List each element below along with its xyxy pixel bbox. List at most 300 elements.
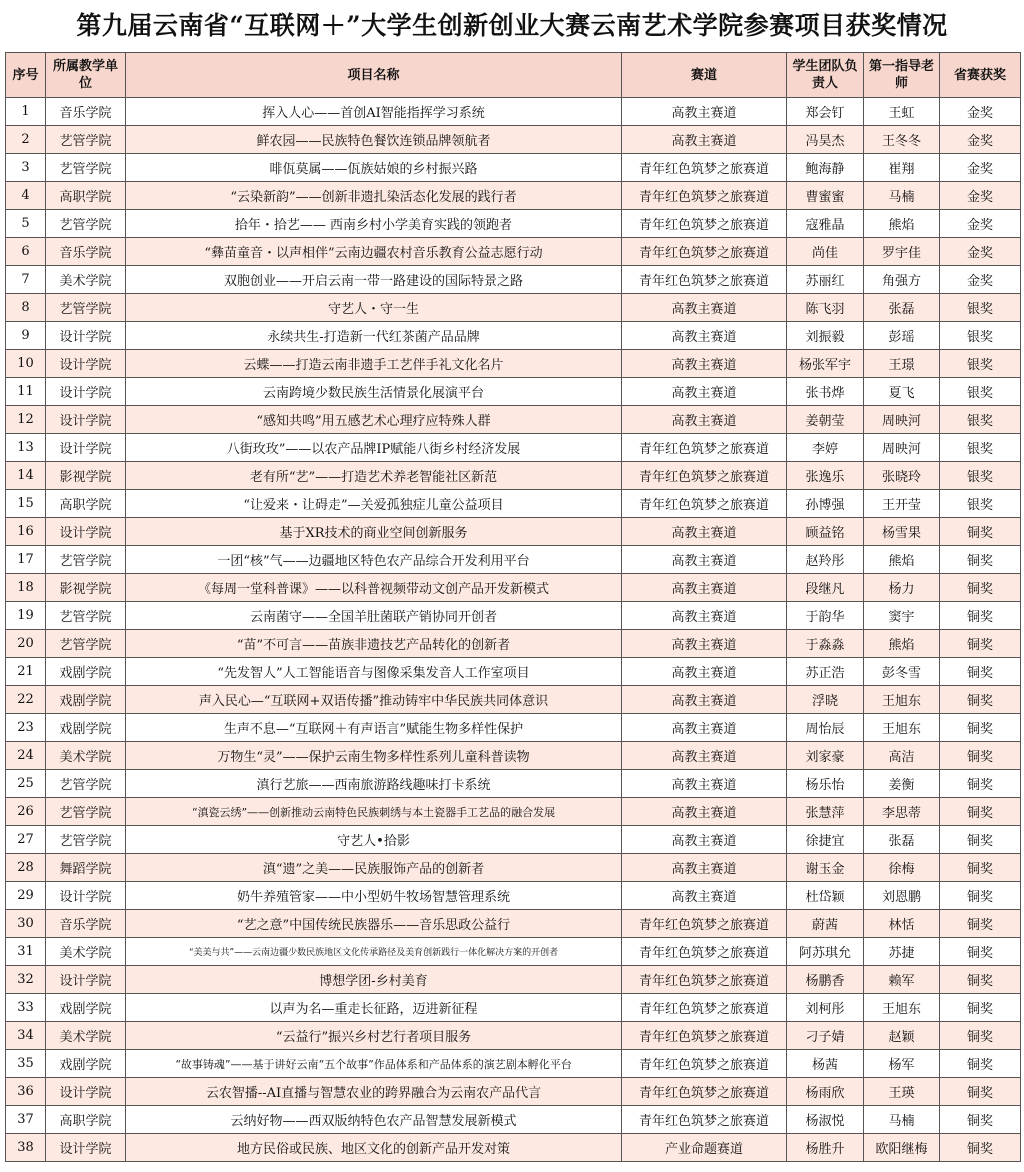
cell-advisor: 杨力: [864, 574, 940, 602]
cell-unit: 设计学院: [46, 882, 126, 910]
cell-track: 高教主赛道: [622, 406, 787, 434]
table-row: [6, 770, 1021, 798]
cell-unit: 艺管学院: [46, 798, 126, 826]
cell-team-leader: 陈飞羽: [787, 294, 864, 322]
cell-award: 铜奖: [940, 742, 1021, 770]
table-row: [6, 882, 1021, 910]
cell-index: 7: [6, 266, 46, 294]
cell-index: 10: [6, 350, 46, 378]
cell-project-name: 万物生“灵”——保护云南生物多样性系列儿童科普读物: [126, 742, 622, 770]
cell-award: 铜奖: [940, 1134, 1021, 1162]
cell-index: 20: [6, 630, 46, 658]
cell-unit: 高职学院: [46, 182, 126, 210]
cell-index: 15: [6, 490, 46, 518]
cell-index: 37: [6, 1106, 46, 1134]
cell-project-name: “让爱来・让碍走”—关爱孤独症儿童公益项目: [126, 490, 622, 518]
cell-advisor: 窦宇: [864, 602, 940, 630]
cell-award: 铜奖: [940, 1106, 1021, 1134]
cell-advisor: 苏捷: [864, 938, 940, 966]
cell-award: 铜奖: [940, 826, 1021, 854]
cell-award: 金奖: [940, 98, 1021, 126]
table-row: [6, 98, 1021, 126]
cell-award: 银奖: [940, 294, 1021, 322]
cell-track: 青年红色筑梦之旅赛道: [622, 434, 787, 462]
cell-track: 高教主赛道: [622, 602, 787, 630]
cell-team-leader: 杨鹏香: [787, 966, 864, 994]
cell-project-name: 云蝶——打造云南非遗手工艺伴手礼文化名片: [126, 350, 622, 378]
cell-award: 铜奖: [940, 910, 1021, 938]
cell-advisor: 姜衡: [864, 770, 940, 798]
cell-team-leader: 杨雨欣: [787, 1078, 864, 1106]
cell-team-leader: 刘柯彤: [787, 994, 864, 1022]
cell-award: 铜奖: [940, 798, 1021, 826]
cell-award: 铜奖: [940, 882, 1021, 910]
cell-unit: 设计学院: [46, 434, 126, 462]
table-row: [6, 798, 1021, 826]
table-row: [6, 434, 1021, 462]
table-row: [6, 266, 1021, 294]
cell-project-name: 以声为名—重走长征路，迈进新征程: [126, 994, 622, 1022]
header-team-leader: 学生团队负责人: [787, 53, 864, 98]
cell-unit: 艺管学院: [46, 826, 126, 854]
cell-advisor: 张磊: [864, 826, 940, 854]
cell-team-leader: 浮晓: [787, 686, 864, 714]
cell-index: 19: [6, 602, 46, 630]
cell-project-name: 博想学团-乡村美育: [126, 966, 622, 994]
cell-index: 9: [6, 322, 46, 350]
cell-unit: 戏剧学院: [46, 658, 126, 686]
header-project-name: 项目名称: [126, 53, 622, 98]
cell-team-leader: 姜朝莹: [787, 406, 864, 434]
cell-track: 高教主赛道: [622, 658, 787, 686]
cell-project-name: “艺之意”中国传统民族器乐——音乐思政公益行: [126, 910, 622, 938]
cell-index: 2: [6, 126, 46, 154]
cell-unit: 设计学院: [46, 1078, 126, 1106]
cell-advisor: 杨军: [864, 1050, 940, 1078]
cell-index: 4: [6, 182, 46, 210]
table-row: [6, 966, 1021, 994]
cell-project-name: “美美与共”——云南边疆少数民族地区文化传承路径及美育创新践行一体化解决方案的开创者: [126, 938, 622, 966]
header-index: 序号: [6, 53, 46, 98]
cell-index: 5: [6, 210, 46, 238]
table-row: [6, 350, 1021, 378]
cell-index: 27: [6, 826, 46, 854]
table-row: [6, 378, 1021, 406]
cell-unit: 艺管学院: [46, 210, 126, 238]
cell-index: 29: [6, 882, 46, 910]
cell-team-leader: 周怡辰: [787, 714, 864, 742]
cell-team-leader: 杨张军宇: [787, 350, 864, 378]
cell-advisor: 夏飞: [864, 378, 940, 406]
cell-project-name: 声入民心—“互联网+双语传播”推动铸牢中华民族共同体意识: [126, 686, 622, 714]
cell-track: 高教主赛道: [622, 126, 787, 154]
cell-unit: 戏剧学院: [46, 1050, 126, 1078]
cell-unit: 影视学院: [46, 462, 126, 490]
cell-team-leader: 赵羚彤: [787, 546, 864, 574]
cell-track: 青年红色筑梦之旅赛道: [622, 1050, 787, 1078]
cell-award: 铜奖: [940, 1078, 1021, 1106]
table-row: [6, 854, 1021, 882]
cell-index: 35: [6, 1050, 46, 1078]
cell-unit: 艺管学院: [46, 546, 126, 574]
cell-track: 青年红色筑梦之旅赛道: [622, 966, 787, 994]
cell-index: 3: [6, 154, 46, 182]
cell-unit: 艺管学院: [46, 602, 126, 630]
cell-unit: 音乐学院: [46, 238, 126, 266]
cell-project-name: “苗”不可言——苗族非遗技艺产品转化的创新者: [126, 630, 622, 658]
cell-team-leader: 阿苏琪允: [787, 938, 864, 966]
cell-unit: 音乐学院: [46, 910, 126, 938]
cell-advisor: 王旭东: [864, 994, 940, 1022]
cell-index: 32: [6, 966, 46, 994]
cell-project-name: 基于XR技术的商业空间创新服务: [126, 518, 622, 546]
cell-team-leader: 李婷: [787, 434, 864, 462]
table-row: [6, 602, 1021, 630]
header-track: 赛道: [622, 53, 787, 98]
cell-award: 铜奖: [940, 938, 1021, 966]
cell-award: 金奖: [940, 210, 1021, 238]
table-row: [6, 1106, 1021, 1134]
cell-index: 14: [6, 462, 46, 490]
cell-advisor: 角强方: [864, 266, 940, 294]
cell-advisor: 熊焰: [864, 210, 940, 238]
cell-team-leader: 鲍海静: [787, 154, 864, 182]
table-row: [6, 1134, 1021, 1162]
cell-unit: 舞蹈学院: [46, 854, 126, 882]
table-row: [6, 630, 1021, 658]
cell-team-leader: 张书烨: [787, 378, 864, 406]
cell-project-name: 云南跨境少数民族生活情景化展演平台: [126, 378, 622, 406]
cell-advisor: 彭冬雪: [864, 658, 940, 686]
cell-advisor: 高洁: [864, 742, 940, 770]
cell-advisor: 李思蒂: [864, 798, 940, 826]
cell-advisor: 王旭东: [864, 714, 940, 742]
cell-track: 高教主赛道: [622, 798, 787, 826]
table-row: [6, 546, 1021, 574]
cell-team-leader: 寇雅晶: [787, 210, 864, 238]
cell-unit: 美术学院: [46, 742, 126, 770]
cell-advisor: 欧阳继梅: [864, 1134, 940, 1162]
cell-unit: 艺管学院: [46, 630, 126, 658]
cell-unit: 美术学院: [46, 1022, 126, 1050]
cell-unit: 戏剧学院: [46, 994, 126, 1022]
table-row: [6, 126, 1021, 154]
cell-project-name: 老有所“艺”——打造艺术养老智能社区新范: [126, 462, 622, 490]
cell-advisor: 王冬冬: [864, 126, 940, 154]
cell-project-name: “感知共鸣”用五感艺术心理疗应特殊人群: [126, 406, 622, 434]
cell-award: 铜奖: [940, 854, 1021, 882]
cell-team-leader: 杨胜升: [787, 1134, 864, 1162]
cell-track: 青年红色筑梦之旅赛道: [622, 1022, 787, 1050]
cell-track: 高教主赛道: [622, 98, 787, 126]
cell-project-name: 生声不息—“互联网＋有声语言”赋能生物多样性保护: [126, 714, 622, 742]
cell-project-name: 挥入人心——首创AI智能指挥学习系统: [126, 98, 622, 126]
cell-project-name: 云南菌守——全国羊肚菌联产销协同开创者: [126, 602, 622, 630]
cell-advisor: 赵颖: [864, 1022, 940, 1050]
cell-team-leader: 段继凡: [787, 574, 864, 602]
cell-team-leader: 徐捷宜: [787, 826, 864, 854]
cell-track: 高教主赛道: [622, 826, 787, 854]
table-row: [6, 462, 1021, 490]
cell-award: 铜奖: [940, 574, 1021, 602]
cell-team-leader: 杜岱颖: [787, 882, 864, 910]
cell-unit: 艺管学院: [46, 126, 126, 154]
cell-advisor: 张磊: [864, 294, 940, 322]
award-table: [5, 52, 1021, 1162]
cell-track: 高教主赛道: [622, 686, 787, 714]
cell-team-leader: 郑会钉: [787, 98, 864, 126]
cell-advisor: 熊焰: [864, 630, 940, 658]
cell-award: 银奖: [940, 490, 1021, 518]
table-row: [6, 658, 1021, 686]
cell-award: 银奖: [940, 462, 1021, 490]
cell-team-leader: 尚佳: [787, 238, 864, 266]
cell-index: 17: [6, 546, 46, 574]
cell-index: 6: [6, 238, 46, 266]
cell-project-name: “故事铸魂”——基于讲好云南“五个故事”作品体系和产品体系的演艺剧本孵化平台: [126, 1050, 622, 1078]
cell-project-name: 《每周一堂科普课》——以科普视频带动文创产品开发新模式: [126, 574, 622, 602]
cell-project-name: 奶牛养殖管家——中小型奶牛牧场智慧管理系统: [126, 882, 622, 910]
cell-award: 铜奖: [940, 770, 1021, 798]
cell-index: 25: [6, 770, 46, 798]
cell-track: 青年红色筑梦之旅赛道: [622, 490, 787, 518]
cell-unit: 音乐学院: [46, 98, 126, 126]
cell-track: 青年红色筑梦之旅赛道: [622, 182, 787, 210]
cell-project-name: “云益行”振兴乡村艺行者项目服务: [126, 1022, 622, 1050]
cell-advisor: 赖军: [864, 966, 940, 994]
cell-team-leader: 于韵华: [787, 602, 864, 630]
cell-index: 12: [6, 406, 46, 434]
cell-project-name: “滇瓷云绣”——创新推动云南特色民族刺绣与本土瓷器手工艺品的融合发展: [126, 798, 622, 826]
cell-project-name: 地方民俗或民族、地区文化的创新产品开发对策: [126, 1134, 622, 1162]
header-advisor: 第一指导老师: [864, 53, 940, 98]
table-header-row: [6, 53, 1021, 98]
cell-index: 26: [6, 798, 46, 826]
cell-unit: 设计学院: [46, 350, 126, 378]
table-row: [6, 1022, 1021, 1050]
cell-index: 38: [6, 1134, 46, 1162]
cell-project-name: 八街玫玫”——以农产品牌IP赋能八街乡村经济发展: [126, 434, 622, 462]
cell-unit: 高职学院: [46, 1106, 126, 1134]
table-row: [6, 1050, 1021, 1078]
cell-unit: 美术学院: [46, 266, 126, 294]
cell-unit: 设计学院: [46, 966, 126, 994]
page-title: 第九届云南省“互联网＋”大学生创新创业大赛云南艺术学院参赛项目获奖情况: [76, 11, 948, 40]
cell-project-name: “彝苗童音・以声相伴”云南边疆农村音乐教育公益志愿行动: [126, 238, 622, 266]
cell-award: 铜奖: [940, 658, 1021, 686]
cell-index: 31: [6, 938, 46, 966]
table-row: [6, 742, 1021, 770]
cell-track: 青年红色筑梦之旅赛道: [622, 266, 787, 294]
cell-unit: 艺管学院: [46, 154, 126, 182]
cell-unit: 美术学院: [46, 938, 126, 966]
cell-advisor: 王旭东: [864, 686, 940, 714]
cell-team-leader: 杨淑悦: [787, 1106, 864, 1134]
cell-unit: 设计学院: [46, 1134, 126, 1162]
cell-unit: 高职学院: [46, 490, 126, 518]
cell-project-name: 守艺人•拾影: [126, 826, 622, 854]
cell-index: 24: [6, 742, 46, 770]
cell-index: 11: [6, 378, 46, 406]
cell-track: 青年红色筑梦之旅赛道: [622, 210, 787, 238]
cell-advisor: 王璟: [864, 350, 940, 378]
cell-award: 银奖: [940, 406, 1021, 434]
cell-unit: 艺管学院: [46, 294, 126, 322]
cell-team-leader: 于淼淼: [787, 630, 864, 658]
cell-award: 铜奖: [940, 1022, 1021, 1050]
cell-award: 银奖: [940, 434, 1021, 462]
cell-team-leader: 孙博强: [787, 490, 864, 518]
cell-award: 铜奖: [940, 1050, 1021, 1078]
cell-award: 金奖: [940, 238, 1021, 266]
cell-track: 青年红色筑梦之旅赛道: [622, 1106, 787, 1134]
cell-team-leader: 刘振毅: [787, 322, 864, 350]
cell-advisor: 徐梅: [864, 854, 940, 882]
cell-index: 33: [6, 994, 46, 1022]
table-row: [6, 154, 1021, 182]
cell-unit: 设计学院: [46, 518, 126, 546]
cell-team-leader: 杨茜: [787, 1050, 864, 1078]
cell-track: 高教主赛道: [622, 546, 787, 574]
cell-project-name: “先发智人”人工智能语音与图像采集发音人工作室项目: [126, 658, 622, 686]
cell-award: 金奖: [940, 154, 1021, 182]
cell-project-name: 双胞创业——开启云南一带一路建设的国际特景之路: [126, 266, 622, 294]
cell-award: 银奖: [940, 322, 1021, 350]
cell-advisor: 彭瑶: [864, 322, 940, 350]
table-row: [6, 406, 1021, 434]
cell-advisor: 张晓玲: [864, 462, 940, 490]
cell-track: 产业命题赛道: [622, 1134, 787, 1162]
table-row: [6, 994, 1021, 1022]
cell-advisor: 周映河: [864, 406, 940, 434]
table-row: [6, 210, 1021, 238]
table-row: [6, 910, 1021, 938]
cell-index: 36: [6, 1078, 46, 1106]
table-row: [6, 490, 1021, 518]
cell-track: 高教主赛道: [622, 322, 787, 350]
cell-track: 高教主赛道: [622, 630, 787, 658]
cell-advisor: 罗宇佳: [864, 238, 940, 266]
cell-team-leader: 谢玉金: [787, 854, 864, 882]
table-row: [6, 238, 1021, 266]
cell-unit: 设计学院: [46, 378, 126, 406]
header-unit: 所属教学单位: [46, 53, 126, 98]
header-award: 省赛获奖: [940, 53, 1021, 98]
cell-team-leader: 杨乐怡: [787, 770, 864, 798]
cell-track: 青年红色筑梦之旅赛道: [622, 154, 787, 182]
cell-award: 铜奖: [940, 546, 1021, 574]
cell-award: 金奖: [940, 266, 1021, 294]
cell-index: 34: [6, 1022, 46, 1050]
cell-track: 高教主赛道: [622, 294, 787, 322]
cell-project-name: 滇行艺旅——西南旅游路线趣味打卡系统: [126, 770, 622, 798]
cell-track: 高教主赛道: [622, 882, 787, 910]
cell-track: 青年红色筑梦之旅赛道: [622, 238, 787, 266]
cell-team-leader: 曹蜜蜜: [787, 182, 864, 210]
cell-unit: 戏剧学院: [46, 714, 126, 742]
cell-index: 21: [6, 658, 46, 686]
cell-unit: 艺管学院: [46, 770, 126, 798]
cell-team-leader: 苏正浩: [787, 658, 864, 686]
cell-track: 高教主赛道: [622, 742, 787, 770]
cell-track: 青年红色筑梦之旅赛道: [622, 910, 787, 938]
cell-track: 青年红色筑梦之旅赛道: [622, 1078, 787, 1106]
cell-index: 28: [6, 854, 46, 882]
cell-index: 23: [6, 714, 46, 742]
cell-advisor: 杨雪果: [864, 518, 940, 546]
cell-project-name: 云农智播--AI直播与智慧农业的跨界融合为云南农产品代言: [126, 1078, 622, 1106]
table-row: [6, 518, 1021, 546]
cell-advisor: 马楠: [864, 182, 940, 210]
table-row: [6, 714, 1021, 742]
table-row: [6, 294, 1021, 322]
cell-unit: 设计学院: [46, 406, 126, 434]
cell-project-name: “云染新韵”——创新非遗扎染活态化发展的践行者: [126, 182, 622, 210]
cell-award: 铜奖: [940, 994, 1021, 1022]
cell-project-name: 一团“核”气——边疆地区特色农产品综合开发利用平台: [126, 546, 622, 574]
cell-index: 18: [6, 574, 46, 602]
cell-unit: 影视学院: [46, 574, 126, 602]
table-row: [6, 686, 1021, 714]
cell-project-name: 啡佤莫属——佤族姑娘的乡村振兴路: [126, 154, 622, 182]
table-row: [6, 1078, 1021, 1106]
table-row: [6, 182, 1021, 210]
cell-award: 铜奖: [940, 630, 1021, 658]
cell-track: 青年红色筑梦之旅赛道: [622, 462, 787, 490]
cell-award: 铜奖: [940, 602, 1021, 630]
cell-award: 铜奖: [940, 518, 1021, 546]
cell-unit: 戏剧学院: [46, 686, 126, 714]
cell-project-name: 拾年・拾艺—— 西南乡村小学美育实践的领跑者: [126, 210, 622, 238]
cell-unit: 设计学院: [46, 322, 126, 350]
cell-advisor: 林恬: [864, 910, 940, 938]
cell-project-name: 鲜农园——民族特色餐饮连锁品牌领航者: [126, 126, 622, 154]
cell-advisor: 熊焰: [864, 546, 940, 574]
cell-track: 高教主赛道: [622, 770, 787, 798]
cell-award: 铜奖: [940, 714, 1021, 742]
cell-award: 铜奖: [940, 966, 1021, 994]
cell-index: 22: [6, 686, 46, 714]
cell-award: 金奖: [940, 126, 1021, 154]
table-row: [6, 574, 1021, 602]
cell-award: 金奖: [940, 182, 1021, 210]
cell-project-name: 守艺人・守一生: [126, 294, 622, 322]
cell-track: 高教主赛道: [622, 518, 787, 546]
cell-track: 高教主赛道: [622, 714, 787, 742]
cell-advisor: 王虹: [864, 98, 940, 126]
cell-track: 高教主赛道: [622, 378, 787, 406]
cell-advisor: 刘恩鹏: [864, 882, 940, 910]
cell-index: 8: [6, 294, 46, 322]
cell-index: 30: [6, 910, 46, 938]
cell-track: 青年红色筑梦之旅赛道: [622, 994, 787, 1022]
table-row: [6, 322, 1021, 350]
cell-team-leader: 刁子婧: [787, 1022, 864, 1050]
cell-team-leader: 顾益铭: [787, 518, 864, 546]
cell-award: 铜奖: [940, 686, 1021, 714]
cell-team-leader: 张逸乐: [787, 462, 864, 490]
cell-track: 高教主赛道: [622, 350, 787, 378]
cell-team-leader: 蔚茜: [787, 910, 864, 938]
cell-project-name: 永续共生-打造新一代红茶菌产品品牌: [126, 322, 622, 350]
cell-team-leader: 张慧萍: [787, 798, 864, 826]
cell-track: 高教主赛道: [622, 574, 787, 602]
cell-advisor: 周映河: [864, 434, 940, 462]
cell-advisor: 崔翔: [864, 154, 940, 182]
table-row: [6, 826, 1021, 854]
cell-track: 青年红色筑梦之旅赛道: [622, 938, 787, 966]
cell-team-leader: 刘家豪: [787, 742, 864, 770]
